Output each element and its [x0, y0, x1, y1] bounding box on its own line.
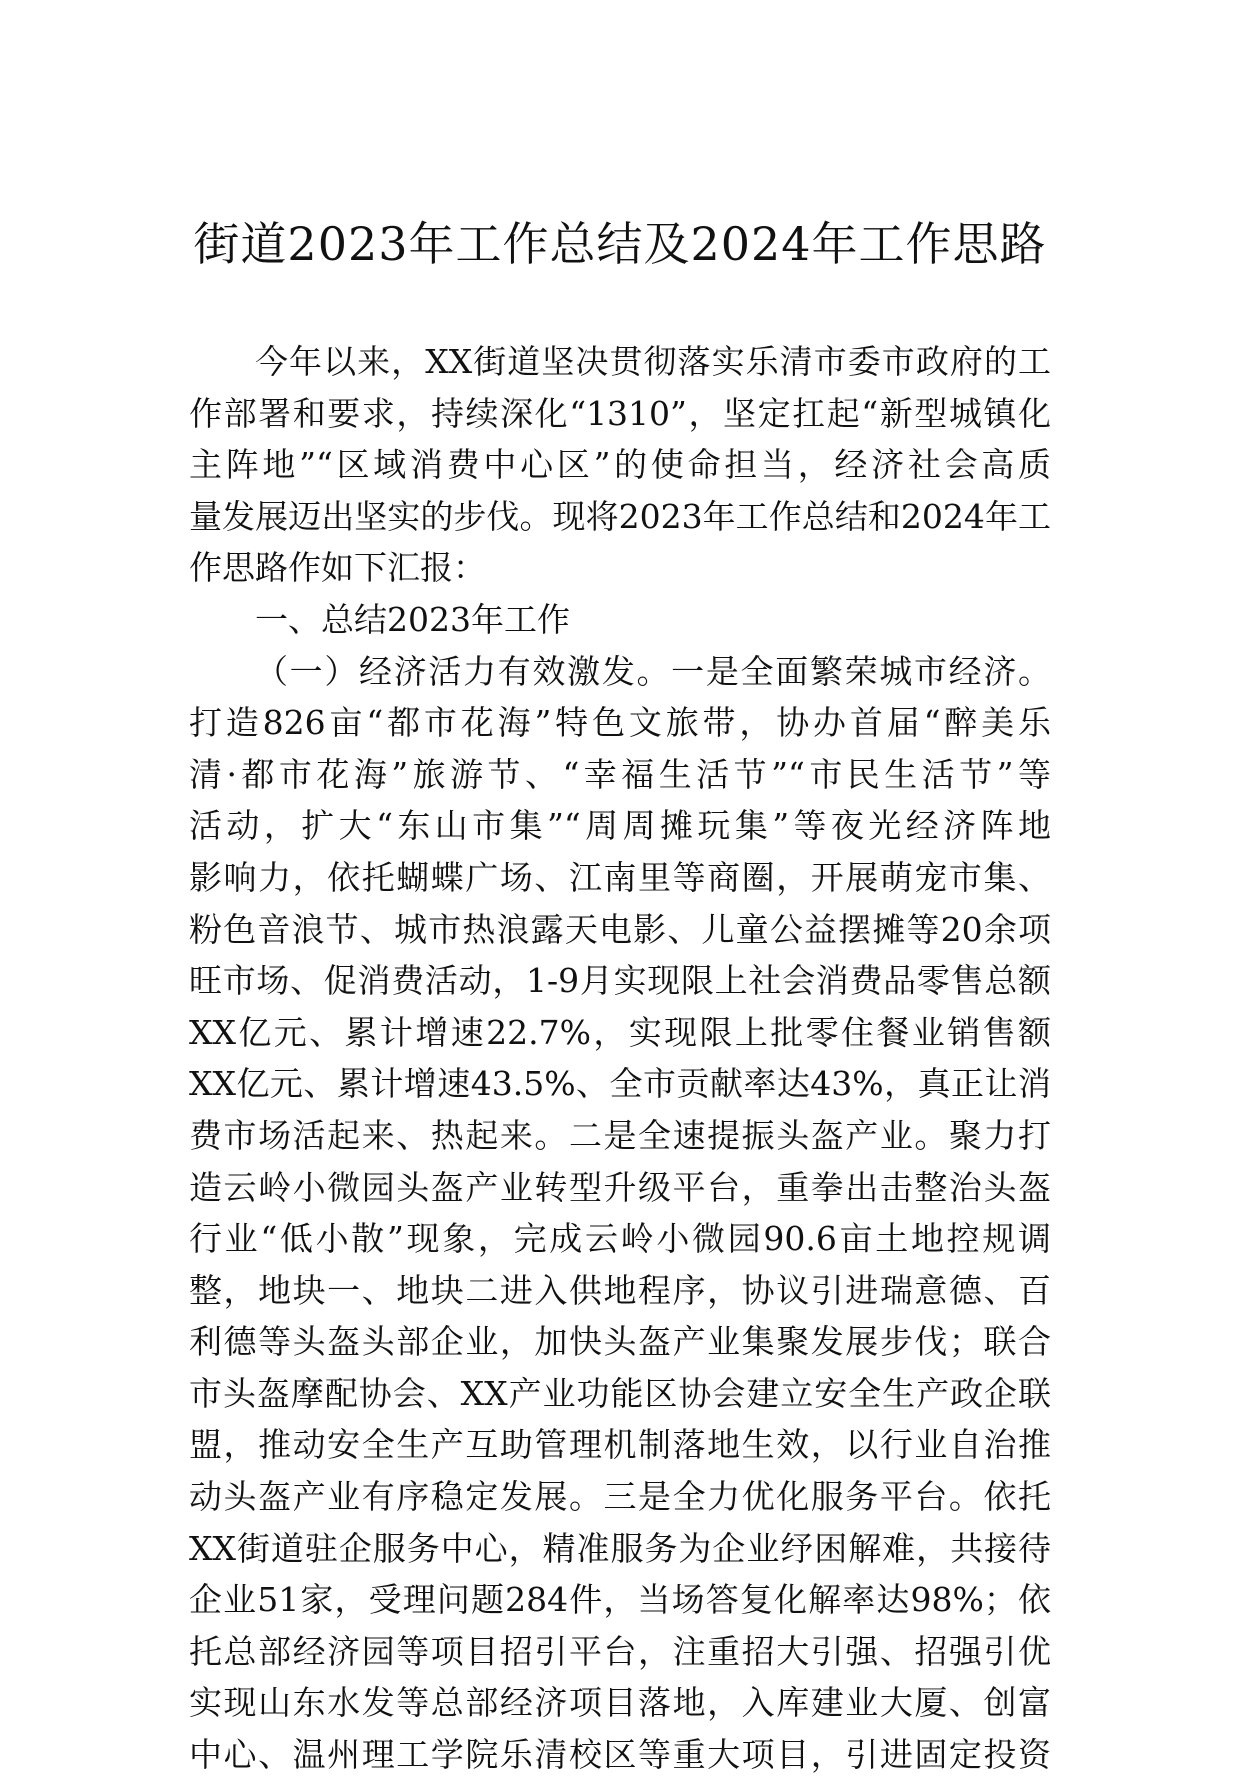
section-line: XX亿元、累计增速22.7%，实现限上批零住餐业销售额 — [189, 1012, 1051, 1052]
section-line: 造云岭小微园头盔产业转型升级平台，重拳出击整治头盔 — [189, 1167, 1051, 1207]
section-line: 市头盔摩配协会、XX产业功能区协会建立安全生产政企联 — [189, 1373, 1051, 1413]
intro-line: 主阵地”“区域消费中心区”的使命担当，经济社会高质 — [189, 445, 1051, 485]
section-line: 费市场活起来、热起来。二是全速提振头盔产业。聚力打 — [189, 1115, 1051, 1155]
section-line: 企业51家，受理问题284件，当场答复化解率达98%；依 — [189, 1580, 1051, 1620]
section-line: XX亿元、累计增速43.5%、全市贡献率达43%，真正让消 — [189, 1064, 1051, 1104]
intro-line: 作部署和要求，持续深化“1310”，坚定扛起“新型城镇化 — [189, 393, 1051, 433]
section-line: 行业“低小散”现象，完成云岭小微园90.6亩土地控规调 — [189, 1219, 1051, 1259]
section-line: 影响力，依托蝴蝶广场、江南里等商圈，开展萌宠市集、 — [189, 857, 1051, 897]
section-line: 动头盔产业有序稳定发展。三是全力优化服务平台。依托 — [189, 1477, 1051, 1517]
intro-line: 量发展迈出坚实的步伐。现将2023年工作总结和2024年工 — [189, 496, 1051, 536]
section-line: 旺市场、促消费活动，1-9月实现限上社会消费品零售总额 — [189, 961, 1051, 1001]
intro-line: 今年以来，XX街道坚决贯彻落实乐清市委市政府的工 — [255, 342, 1051, 381]
intro-line: 作思路作如下汇报： — [189, 548, 486, 588]
section-line: （一）经济活力有效激发。一是全面繁荣城市经济。 — [255, 651, 1051, 691]
section-line: 中心、温州理工学院乐清校区等重大项目，引进固定投资 — [189, 1735, 1051, 1775]
section-line: 打造826亩“都市花海”特色文旅带，协办首届“醉美乐 — [189, 703, 1051, 743]
section-line: 活动，扩大“东山市集”“周周摊玩集”等夜光经济阵地 — [189, 806, 1051, 846]
section-line: 整，地块一、地块二进入供地程序，协议引进瑞意德、百 — [189, 1270, 1051, 1310]
section-line: 利德等头盔头部企业，加快头盔产业集聚发展步伐；联合 — [189, 1322, 1051, 1362]
section-line: 粉色音浪节、城市热浪露天电影、儿童公益摆摊等20余项 — [189, 909, 1051, 949]
section-line: 实现山东水发等总部经济项目落地，入库建业大厦、创富 — [189, 1683, 1051, 1723]
section-line: 清·都市花海”旅游节、“幸福生活节”“市民生活节”等 — [189, 754, 1051, 794]
document-title: 街道2023年工作总结及2024年工作思路 — [193, 217, 1047, 271]
section-heading: 一、总结2023年工作 — [255, 599, 570, 639]
section-line: XX街道驻企服务中心，精准服务为企业纾困解难，共接待 — [189, 1528, 1051, 1568]
section-line: 托总部经济园等项目招引平台，注重招大引强、招强引优 — [189, 1631, 1051, 1671]
document-body — [189, 336, 1051, 1781]
section-line: 盟，推动安全生产互助管理机制落地生效，以行业自治推 — [189, 1425, 1051, 1465]
